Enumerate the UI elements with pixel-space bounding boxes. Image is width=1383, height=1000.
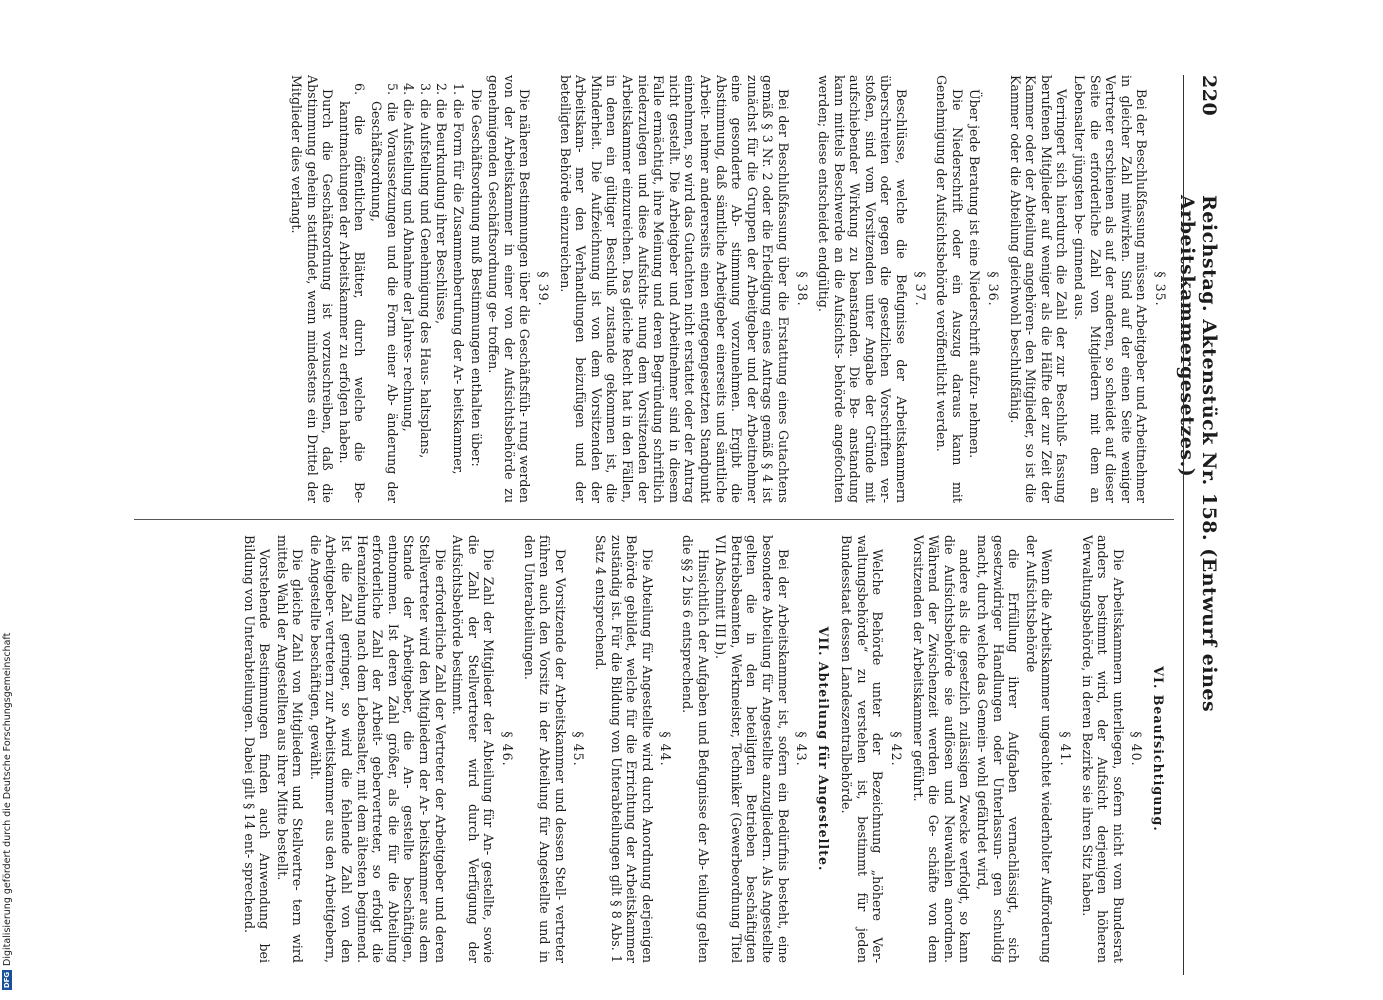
paragraph: Bei der Beschlußfassung müssen Arbeitgeber und Arbeitnehmer in gleicher Zahl mitwirken. Sind auf der einen Seite weniger Vertreter erschienen als auf der anderen, so scheidet auf dieser Seite die erforderliche Zahl von Mitgliedern mit dem an Lebensalter jüngsten be- ginnend aus. [1072,75,1150,503]
paragraph: Die Arbeitskammern unterliegen, sofern nicht vom Bundesrat anders bestimmt wird, der Aufsicht derjenigen höheren Verwaltungsbehörde, in deren Bezirke sie ihren Sitz haben. [1079,535,1126,963]
paragraph: Verringert sich hierdurch die Zahl der zur Beschluß- fassung berufenen Mitglieder auf weniger als die Hälfte der zur Zeit der Kammer oder der Abteilung angehören- den Mitglieder, so ist die Kammer oder die Abteilung gleichwohl beschlußfähig. [1007,75,1070,503]
paragraph: Über jede Beratung ist eine Niederschrift aufzu- nehmen. [967,89,983,459]
paragraph: Hinsichtlich der Aufgaben und Befugnisse der Ab- teilung gelten die §§ 2 bis 6 entsprechend. [679,535,711,963]
list-item: 2. die Beurkundung ihrer Beschlüsse, [434,83,450,325]
paragraph: Die Geschäftsordnung muß Bestimmungen enthalten über: [468,89,484,467]
section-heading: § 44. [658,731,674,767]
paragraph: Bei der Arbeitskammer ist, sofern ein Bedürfnis besteht, eine besondere Abteilung für Angestellte anzugliedern. Als Angestellte gelten die in den beteiligten Betrieben beschäftigten Betriebsbeamten, Werkmeister, Techniker (Gewerbeordnung Titel VII Abschnitt III b). [713,535,791,963]
section-heading: § 42. [889,731,905,767]
header-rule [1183,75,1184,975]
page-number: 220 [1198,75,1220,117]
paragraph: Durch die Geschäftsordnung ist vorzuschreiben, daß die Abstimmung geheim stattfindet, wenn mindestens ein Drittel der Mitglieder dies verlangt. [289,75,336,503]
paragraph: Welche Behörde unter der Bezeichnung „höhere Ver- waltungsbehörde“ zu verstehen ist, bestimmt für jeden Bundesstaat dessen Landeszentralbehörde. [839,535,886,963]
section-heading: § 46. [500,731,516,767]
enumerated-list [336,75,466,503]
section-heading: § 40. [1129,731,1145,767]
rotated-page-sheet [100,75,1220,975]
section-heading: § 36. [986,271,1002,307]
paragraph: Die erforderliche Zahl der Vertreter der Arbeitgeber und deren Stellvertreter wird den Mitgliedern der Ar- beitskammer aus dem Stande der Arbeitgeber, die An- gestellte beschäftigen, entnommen. Ist deren Zahl größer, als die für die Abteilung erforderliche Zahl der Arbeit- gebervertreter, so erfolgt die Heranziehung nach dem Lebensalter, mit dem ältesten beginnend. Ist die Zahl geringer, so wird die fehlende Zahl von den Arbeitgeber- vertretern zur Arbeitskammer aus den Arbeitgebern, die Angestellte beschäftigen, gewählt. [307,535,448,963]
section-heading: § 43. [794,731,810,767]
page-header-title: Reichstag. Aktenstück Nr. 158. (Entwurf eines Arbeitskammergesetzes.) [1176,195,1220,713]
credit-text: Digitalisierung gefördert durch die Deutsche Forschungsgemeinschaft [1,632,13,966]
paragraph: Die Niederschrift oder ein Auszug daraus kann mit Genehmigung der Aufsichtsbehörde veröffentlicht werden. [934,75,965,503]
section-heading: § 45. [571,731,587,767]
paragraph: Die gleiche Zahl von Mitgliedern und Stellvertre- tern wird mittels Wahl der Angestellten aus ihrer Mitte bestellt. [274,535,306,963]
column-divider [134,519,1174,520]
paragraph: Beschlüsse, welche die Befugnisse der Arbeitskammern überschreiten oder gegen die gesetzlichen Vorschriften ver- stoßen, sind vom Vorsitzenden unter Angabe der Gründe mit aufschiebender Wirkung zu beanstanden. Die Be- anstandung kann mittels Beschwerde an die Aufsichts- behörde angefochten werden; diese entscheidet endgültig. [816,75,910,503]
paragraph: Vorstehende Bestimmungen finden auch Anwendung bei Bildung von Unterabteilungen. Dabei gilt § 14 ent- sprechend. [241,535,273,963]
right-column [114,535,1174,963]
section-heading: § 39. [536,271,552,307]
section-heading: § 41. [1058,731,1074,767]
paragraph: Die Abteilung für Angestellte wird durch Anordnung derjenigen Behörde gebildet, welche für die Errichtung der Arbeitskammer zuständig ist. Für die Bildung von Unterabteilungen gilt § 8 Abs. 1 Satz 4 entsprechend. [593,535,655,963]
paragraph: Die Zahl der Mitglieder der Abteilung für An- gestellte, sowie die Zahl der Stellvertreter wird durch Verfügung der Aufsichtsbehörde bestimmt. [450,535,497,963]
list-item: 6. die öffentlichen Blätter, durch welche die Be- kanntmachungen der Arbeitskammer zu erfolgen haben. [336,83,368,503]
list-item: 5. die Voraussetzungen und die Form einer Ab- änderung der Geschäftsordnung, [369,83,400,503]
list-item: 1. die Form für die Zusammenberufung der Ar- beitskammer, [451,83,467,475]
section-heading: § 35. [1153,271,1168,307]
section-heading: § 38. [794,271,810,307]
paragraph: Die näheren Bestimmungen über die Geschäftsfüh- rung werden von der Arbeitskammer in einer von der Aufsichtsbehörde zu genehmigenden Geschäftsordnung ge- troffen. [486,75,533,503]
page-header [1176,75,1220,975]
chapter-heading: VII. Abteilung für Angestellte. [815,626,831,872]
section-heading: § 37. [912,271,928,307]
paragraph: Wenn die Arbeitskammer ungeachtet wiederholter Aufforderung der Aufsichtsbehörde [1023,535,1055,963]
left-column [114,75,1174,503]
paragraph: die Erfüllung ihrer Aufgaben vernachlässigt, sich gesetzwidriger Handlungen oder Unterlassun- gen schuldig macht, durch welche das Gemein- wohl gefährdet wird, [975,535,1022,963]
chapter-heading: VI. Beaufsichtigung. [1151,666,1166,832]
dfg-logo: DFG [3,971,11,989]
digitization-credit [0,570,14,1000]
paragraph: Der Vorsitzende der Arbeitskammer und dessen Stell- vertreter führen auch den Vorsitz in der Abteilung für Angestellte und in den Unterabteilungen. [521,535,568,963]
paragraph: Bei der Beschlußfassung über die Erstattung eines Gutachtens gemäß § 3 Nr. 2 oder die Erledigung eines Antrags gemäß § 4 ist zunächst für die Gruppen der Arbeitgeber und der Arbeitnehmer eine gesonderte Ab- stimmung vorzunehmen. Ergibt die Abstimmung, daß sämtliche Arbeitgeber einerseits und sämtliche Arbeit- nehmer andererseits einen entgegengesetzten Standpunkt einnehmen, so wird das Gutachten nicht erstattet oder der Antrag nicht gestellt. Die Arbeitgeber und Arbeitnehmer sind in diesem Falle ermächtigt, ihre Meinung und deren Begründung schriftlich niederzulegen und diese Aufsichts- nung dem Vorsitzenden der Arbeitskammer einzureichen. Das gleiche Recht hat in den Fällen, in denen ein gültiger Beschluß zustande gekommen ist, die Minderheit. Die Aufzeichnung ist von dem Vorsitzenden der Arbeitskam- mer den Verhandlungen beizufügen und der beteiligten Behörde einzureichen. [557,75,791,503]
list-item: 3. die Aufstellung und Genehmigung des Haus- haltsplans, [417,83,433,459]
paragraph: andere als die gesetzlich zulässigen Zwecke verfolgt, so kann die Aufsichtsbehörde sie auflösen und Neuwahlen anordnen. Während der Zwischenzeit werden die Ge- schäfte von dem Vorsitzenden der Arbeitskammer geführt. [910,535,973,963]
list-item: 4. die Aufstellung und Abnahme der Jahres- rechnung, [401,83,417,432]
